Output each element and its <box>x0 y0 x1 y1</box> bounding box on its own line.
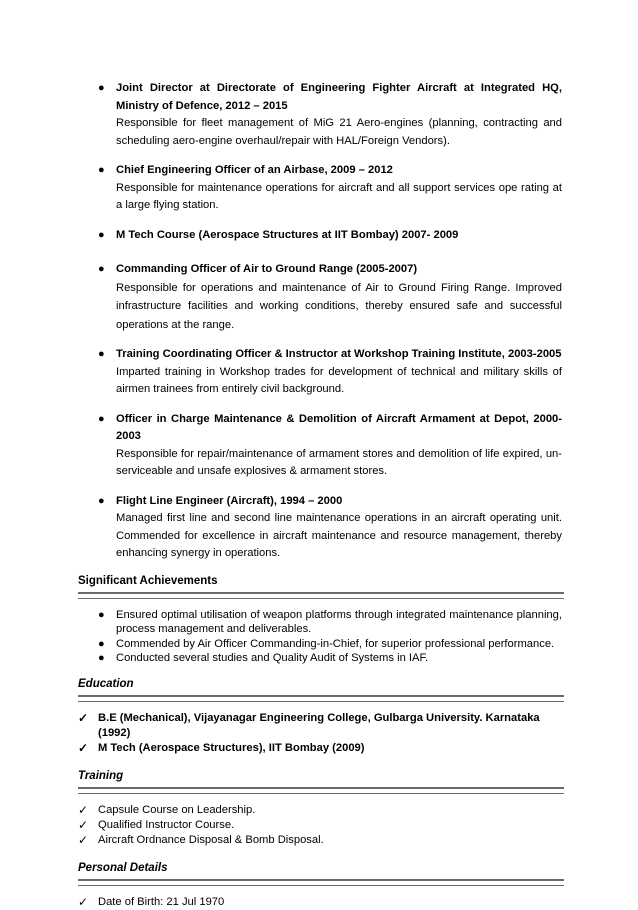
section-divider <box>78 695 564 702</box>
bullet-icon: ● <box>98 608 105 621</box>
achievements-heading: Significant Achievements <box>78 574 218 587</box>
checkmark-icon: ✓ <box>78 802 89 817</box>
experience-description: Responsible for repair/maintenance of armament stores and demolition of life expired, un-serviceable and unsafe explosives & armament stores. <box>116 447 562 477</box>
achievement-text: Commended by Air Officer Commanding-in-Chief, for superior professional performance. <box>116 637 555 650</box>
experience-description: Managed first line and second line maintenance operations in an aircraft operating unit. Commended for excellence in aircraft maintenance and resource management, thereby enhancing synergy in operations. <box>116 512 562 559</box>
experience-title: Flight Line Engineer (Aircraft), 1994 – 2000 <box>116 494 343 507</box>
achievements-section <box>78 573 562 666</box>
experience-title: Commanding Officer of Air to Ground Range (2005-2007) <box>116 263 418 275</box>
checkmark-icon: ✓ <box>78 894 89 909</box>
bullet-icon: ● <box>98 228 105 241</box>
list-item <box>78 741 562 756</box>
resume-document <box>78 80 562 910</box>
section-divider <box>78 592 564 599</box>
training-heading: Training <box>78 769 124 782</box>
experience-title: M Tech Course (Aerospace Structures at IIT Bombay) 2007- 2009 <box>116 228 459 241</box>
experience-title: Joint Director at Directorate of Engineering Fighter Aircraft at Integrated HQ, Ministry of Defence, 2012 – 2015 <box>116 82 562 112</box>
bullet-icon: ● <box>98 82 105 94</box>
checkmark-icon: ✓ <box>78 832 89 847</box>
list-item <box>78 895 562 910</box>
bullet-icon: ● <box>98 412 105 425</box>
education-text: B.E (Mechanical), Vijayanagar Engineering College, Gulbarga University. Karnataka (1992) <box>98 711 540 739</box>
experience-description: Responsible for maintenance operations for aircraft and all support services ope rating at a large flying station. <box>116 181 562 211</box>
training-section <box>78 768 562 848</box>
experience-item <box>78 162 562 215</box>
experience-title: Officer in Charge Maintenance & Demolition of Aircraft Armament at Depot, 2000-2003 <box>116 412 562 442</box>
list-item <box>78 637 562 652</box>
list-item <box>78 818 562 833</box>
personal-section <box>78 860 562 910</box>
bullet-icon: ● <box>98 652 105 664</box>
experience-item <box>78 80 562 150</box>
personal-list <box>78 895 562 910</box>
training-text: Capsule Course on Leadership. <box>98 803 256 816</box>
experience-item <box>78 261 562 334</box>
training-text: Aircraft Ordnance Disposal & Bomb Disposal. <box>98 833 324 846</box>
achievement-text: Ensured optimal utilisation of weapon platforms through integrated maintenance planning, process management and deliverables. <box>116 608 562 635</box>
training-list <box>78 803 562 848</box>
education-list <box>78 711 562 756</box>
experience-item <box>78 227 562 245</box>
bullet-icon: ● <box>98 348 105 360</box>
bullet-icon: ● <box>98 637 105 650</box>
achievements-list <box>78 608 562 666</box>
education-text: M Tech (Aerospace Structures), IIT Bombay (2009) <box>98 741 365 754</box>
list-item <box>78 803 562 818</box>
training-text: Qualified Instructor Course. <box>98 818 235 831</box>
education-heading: Education <box>78 677 134 690</box>
section-divider <box>78 879 564 886</box>
list-item <box>78 651 562 666</box>
checkmark-icon: ✓ <box>78 817 89 832</box>
experience-item <box>78 346 562 399</box>
checkmark-icon: ✓ <box>78 740 89 755</box>
experience-title: Chief Engineering Officer of an Airbase, 2009 – 2012 <box>116 164 393 176</box>
list-item <box>78 711 562 741</box>
experience-description: Imparted training in Workshop trades for development of technical and military skills of airmen trainees from entirely civil background. <box>116 365 562 395</box>
list-item <box>78 833 562 848</box>
bullet-icon: ● <box>98 494 105 507</box>
experience-item <box>78 411 562 481</box>
section-divider <box>78 787 564 794</box>
achievement-text: Conducted several studies and Quality Audit of Systems in IAF. <box>116 652 429 664</box>
experience-item <box>78 493 562 563</box>
list-item <box>78 608 562 637</box>
experience-description: Responsible for fleet management of MiG 21 Aero-engines (planning, contracting and scheduling aero-engine overhaul/repair with HAL/Foreign Vendors). <box>116 117 562 147</box>
education-section <box>78 676 562 756</box>
experience-title: Training Coordinating Officer & Instructor at Workshop Training Institute, 2003-2005 <box>116 348 562 360</box>
checkmark-icon: ✓ <box>78 710 89 725</box>
bullet-icon: ● <box>98 164 105 176</box>
experience-description: Responsible for operations and maintenance of Air to Ground Firing Range. Improved infrastructure facilities and working conditions, thereby ensured safe and successful operations at the range. <box>116 281 562 331</box>
personal-heading: Personal Details <box>78 861 168 874</box>
personal-text: Date of Birth: 21 Jul 1970 <box>98 895 225 908</box>
bullet-icon: ● <box>98 263 105 275</box>
